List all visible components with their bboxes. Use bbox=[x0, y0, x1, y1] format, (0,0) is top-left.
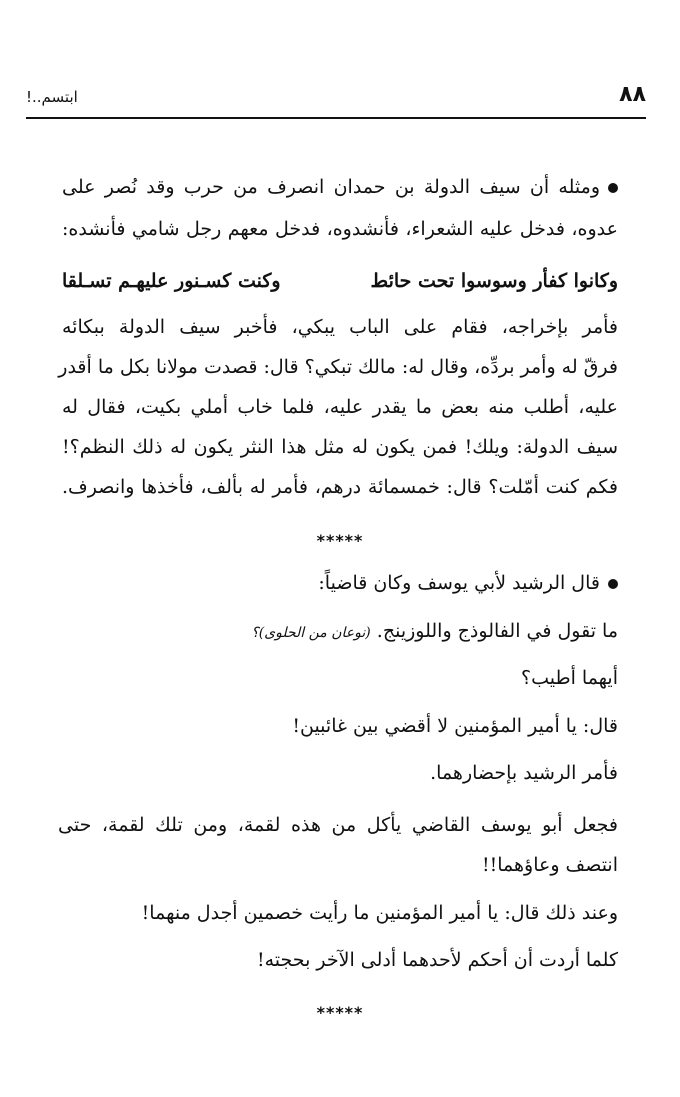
paragraph-line: عليه، أطلب منه بعض ما يقدر عليه، فلما خاب أملي بكيت، فقال له bbox=[62, 396, 618, 418]
paragraph-line bbox=[62, 616, 618, 648]
verse-second-hemistich: وكنت كسـنور عليهـم تسـلقا bbox=[62, 270, 281, 292]
paragraph-line: وعند ذلك قال: يا أمير المؤمنين ما رأيت خصمين أجدل منهما! bbox=[141, 902, 618, 924]
section-separator: ***** bbox=[316, 531, 364, 550]
header-rule bbox=[26, 117, 646, 119]
paragraph-line: انتصف وعاؤهما!! bbox=[481, 854, 618, 876]
verse-first-hemistich: وكانوا كفأر وسوسوا تحت حائط bbox=[370, 270, 618, 292]
poetry-verse bbox=[62, 266, 618, 296]
paragraph-line: فجعل أبو يوسف القاضي يأكل من هذه لقمة، ومن تلك لقمة، حتى bbox=[58, 814, 618, 836]
page-number: ٨٨ bbox=[619, 82, 646, 107]
paragraph-line: عدوه، فدخل عليه الشعراء، فأنشدوه، فدخل معهم رجل شامي فأنشده: bbox=[62, 218, 618, 240]
paragraph-line: فأمر بإخراجه، فقام على الباب يبكي، فأخبر سيف الدولة ببكائه bbox=[62, 316, 618, 338]
paragraph-line bbox=[62, 568, 618, 598]
line-text: ومثله أن سيف الدولة بن حمدان انصرف من حرب وقد نُصر على bbox=[62, 176, 600, 198]
line-text: قال الرشيد لأبي يوسف وكان قاضياً: bbox=[318, 572, 600, 594]
section-separator: ***** bbox=[316, 1003, 364, 1022]
paragraph-line: سيف الدولة: ويلك! فمن يكون له مثل هذا النثر يكون له ذلك النظم؟! bbox=[62, 436, 618, 458]
paragraph-line: فكم كنت أمّلت؟ قال: خمسمائة درهم، فأمر له بألف، فأخذها وانصرف. bbox=[62, 476, 618, 498]
paragraph-line: أيهما أطيب؟ bbox=[520, 667, 618, 689]
paragraph-line: كلما أردت أن أحكم لأحدهما أدلى الآخر بحجته! bbox=[256, 949, 618, 971]
paragraph-line: قال: يا أمير المؤمنين لا أقضي بين غائبين! bbox=[292, 715, 618, 737]
paragraph-line: فأمر الرشيد بإحضارهما. bbox=[430, 762, 618, 784]
line-text: ما تقول في الفالوذج واللوزينج. bbox=[376, 620, 618, 642]
paragraph-line bbox=[62, 172, 618, 202]
running-title: ابتسم..! bbox=[26, 88, 78, 106]
footnote-gloss: (نوعان من الحلوى)؟ bbox=[251, 625, 371, 641]
paragraph-line: فرقّ له وأمر بردِّه، وقال له: مالك تبكي؟ قال: قصدت مولانا بكل ما أقدر bbox=[58, 356, 618, 378]
bullet-icon bbox=[608, 183, 618, 193]
bullet-icon bbox=[608, 579, 618, 589]
page-header bbox=[26, 82, 646, 112]
